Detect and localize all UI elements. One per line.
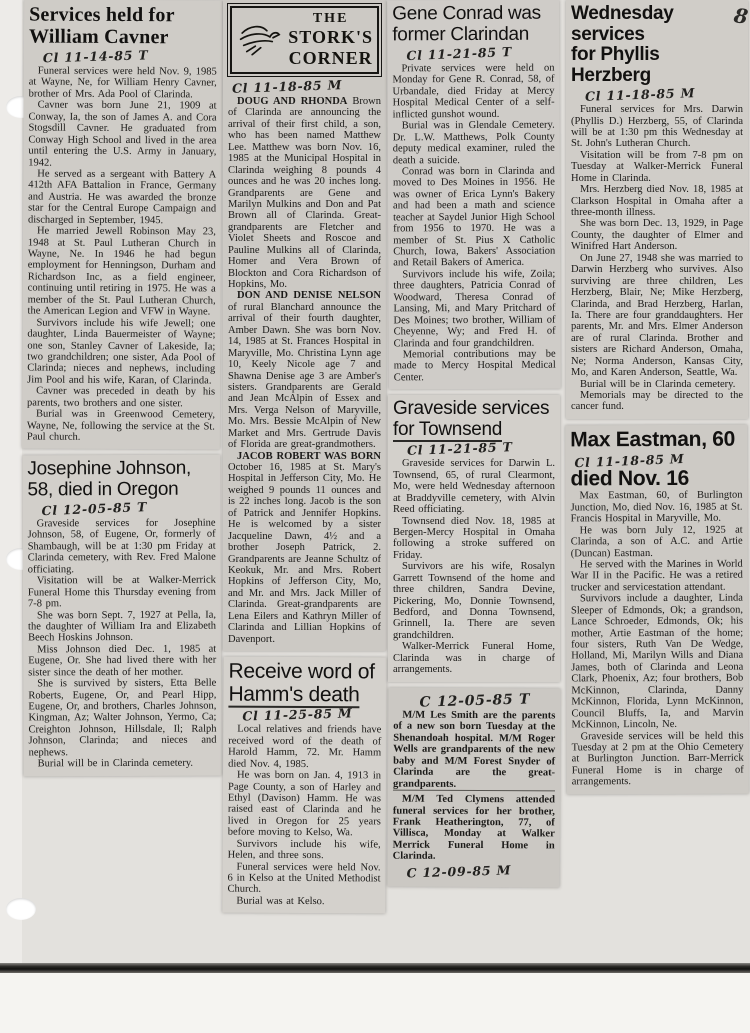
article-headline [228, 661, 381, 707]
paragraph: Visitation will be at Walker-Merrick Funeral Home this Thursday evening from 7-8 pm. [27, 575, 216, 610]
paragraph: Funeral services were held Nov. 6 in Kelso at the United Methodist Church. [227, 861, 381, 896]
scanner-background [0, 973, 750, 1033]
page-left-margin [0, 0, 22, 963]
paragraph: Graveside services for Josephine Johnson, 58, of Eugene, Or, formerly of Shambaugh, will be at 1:30 pm Friday at Clarinda cemetery, with Rev. Fred Malone officiating. [27, 518, 216, 576]
paragraph: Conrad was born in Clarinda and moved to Des Moines in 1956. He was owner of Erica Lynn's Bakery and had been a math and science teacher at Saydel Junior High School from 1956 to 1970. He was a member of St. Pius X Catholic Church, Iowa, Bakers' Association and Retail Bakers of America. [392, 165, 556, 269]
paragraph: Cavner was preceded in death by his parents, two brothers and one sister. [27, 385, 216, 410]
article-cavner-obituary [22, 0, 222, 450]
handwritten-date: Cl 11-21-85 T [406, 44, 513, 64]
paragraph: M/M Ted Clymens attended funeral services for her brother, Frank Heatherington, 77, of Villisca, Monday at Walker Merrick Funeral Home in Clarinda. [393, 789, 555, 862]
paragraph: Burial will be in Clarinda cemetery. [37, 758, 194, 771]
parents-names: JACOB ROBERT WAS BORN [237, 450, 381, 462]
paragraph: Max Eastman, 60, of Burlington Junction, Mo, died Nov. 16, 1985 at St. Francis Hospital in Maryville, Mo. [570, 489, 743, 525]
headline-line: Josephine Johnson, [27, 458, 192, 480]
article-headline [29, 4, 217, 49]
article-body [393, 709, 556, 863]
stork-icon [236, 17, 282, 63]
handwritten-page-number: 8 [732, 3, 750, 29]
paragraph: Visitation will be from 7-8 pm on Tuesday at Walker-Merrick Funeral Home in Clarinda. [571, 149, 743, 184]
announcement-text: Brown of Clarinda are announcing the arrival of their first child, a son, who has been named Matthew Lee. Matthew was born Nov. 16, 1985 at the Municipal Hospital in Clarinda weighing 8 pounds 4 ounces and he was 20 inches long. Grandparents are Gene and Marilyn Mulkins and Don and Pat Brown all of Clarinda. Great-grandparents are Fletcher and Violet Sheets and Roscoe and Pauline Mulkins all of Clarinda, Homer and Vera Brown of Blockton and Cora Richardson of Hopkins, Mo. [228, 96, 382, 290]
parents-names: DON AND DENISE NELSON [237, 290, 381, 302]
paragraph: He was born July 12, 1925 at Clarinda, a son of A.C. and Artie (Duncan) Eastman. [570, 524, 743, 559]
article-body [571, 104, 743, 413]
handwritten-date: Cl 11-21-85 T [406, 439, 513, 459]
title-line: THE [312, 11, 349, 26]
paragraph: Memorials may be directed to the cancer fund. [571, 390, 743, 413]
paragraph: Mrs. Herzberg died Nov. 18, 1985 at Clarkson Hospital in Omaha after a three-month illness. [571, 184, 743, 218]
birth-announcement [228, 96, 381, 290]
handwritten-date: Cl 11-18-85 M [574, 450, 685, 470]
article-body [28, 518, 217, 770]
article-body [392, 63, 555, 384]
article-headline [571, 4, 743, 86]
paragraph: She is survived by sisters, Etta Belle Roberts, Eugene, Or, and Pearl Hipp, Eugene, Or, and brothers, Charles Johnson, Kingman, Az; Walter Johnson, Yermo, Ca; Creighton Johnson, Hillsdale, Il; Ralph Johnson, Clarinda; and nieces and nephews. [28, 678, 217, 759]
handwritten-date: C 12-05-85 T [418, 690, 531, 711]
headline-line: Max Eastman, 60 [570, 427, 736, 452]
paragraph: Survivors include his wife Jewell; one daughter, Linda Bauermeister of Wayne; one son, Stanley Cavner of Lakeside, Ia; two grandchildren; one sister, Ada Pool of Clarinda; nieces and nephews, including Jim Pool and his wife, Karan, of Clarinda. [27, 317, 216, 387]
paragraph: Funeral services for Mrs. Darwin (Phyllis D.) Herzberg, 55, of Clarinda will be at 1:30 pm this Wednesday at St. John's Lutheran Church. [571, 104, 743, 150]
paragraph: She was born Dec. 13, 1929, in Page County, the daughter of Elmer and Winifred Hart Anderson. [571, 218, 743, 253]
article-headline [570, 467, 742, 490]
paragraph: Townsend died Nov. 18, 1985 at Bergen-Mercy Hospital in Omaha following a stroke suffered on Friday. [393, 515, 555, 561]
article-headline [392, 4, 554, 46]
handwritten-date: Cl 11-18-85 M [231, 77, 343, 96]
article-headline [570, 429, 742, 452]
paragraph: Burial was in Greenwood Cemetery, Wayne, Ne, following the service at the St. Paul church. [26, 408, 216, 443]
handwritten-date: Cl 12-05-85 T [41, 499, 148, 519]
article-conrad-obituary [387, 0, 561, 390]
headline-line: Wednesday services [571, 3, 674, 45]
headline-line: Hamm's death [228, 682, 360, 706]
paragraph: On June 27, 1948 she was married to Darwin Herzberg who survives. Also surviving are three children, Les Herzberg, Blair, Ne; Mike Herzberg, Clarinda, and Brad Herzberg, Harlan, Ia. There are four granddaughters. Her parents, Mr. and Mrs. Elmer Anderson are of rural Clarinda. Brother and sisters are Richard Anderson, Omaha, Ne; Norma Anderson, Kansas City, Mo, and Karen Anderson, Seattle, Wa. [571, 252, 743, 379]
article-johnson-obituary [22, 455, 221, 777]
paragraph: He served as a sergeant with Battery A 412th AFA Battalion in France, Germany and Austria. He was awarded the bronze star for the Central Europe Campaign and discharged in September, 1945. [27, 168, 217, 226]
article-headline [27, 459, 215, 501]
paragraph: Burial will be in Clarinda cemetery. [580, 378, 736, 390]
headline-line: Gene Conrad was [392, 2, 541, 25]
paragraph: Cavner was born June 21, 1909 at Conway, Ia, the son of James A. and Cora Stogsdill Cavner. He graduated from Conway High School and lived in the area until entering the U.S. Army in January, 1942. [28, 99, 217, 169]
handwritten-date: Cl 11-25-85 M [242, 705, 353, 724]
paragraph: Survivors include his wife, Helen, and three sons. [227, 838, 381, 862]
headline-line: Services held for [29, 3, 175, 27]
paragraph: Miss Johnson died Dec. 1, 1985 at Eugene, Or. She had lived there with her sister since the death of her mother. [28, 643, 217, 679]
paragraph: M/M Les Smith are the parents of a new son born Tuesday at the Shenandoah hospital. M/M Roger Wells are grandparents of the new baby and M/M Forest Snyder of Clarinda are the great-grandparents. [392, 709, 556, 790]
parents-names: DOUG AND RHONDA [237, 96, 348, 107]
handwritten-date: Cl 11-14-85 T [42, 47, 149, 66]
storks-corner-title [288, 11, 373, 69]
column-3 [388, 0, 560, 963]
article-body [228, 96, 381, 645]
paragraph: He served with the Marines in World War II in the Pacific. He was a retired trucker and servicestation attendant. [570, 558, 743, 594]
article-smith-clymens-notes [387, 687, 560, 887]
headline-line: for Phyllis Herzberg [571, 44, 660, 86]
article-body [393, 458, 555, 675]
column-1 [23, 0, 221, 963]
storks-corner-masthead [230, 6, 379, 74]
paragraph: Burial was at Kelso. [236, 895, 325, 908]
title-line: STORK'S [288, 27, 373, 47]
paragraph: Walker-Merrick Funeral Home, Clarinda was in charge of arrangements. [393, 641, 555, 676]
birth-announcement [228, 451, 381, 645]
paragraph: Graveside services for Darwin L. Townsend, 65, of rural Clearmont, Mo, were held Wednesday afternoon at Braddyville cemetery, with Alvin Reed officiating. [393, 458, 555, 516]
article-eastman-obituary [565, 424, 749, 794]
page-bottom-edge [0, 963, 750, 973]
paragraph: Survivors are his wife, Rosalyn Garrett Townsend of the home and three children, Sandra Devine, Pickering, Mo, Donnie Townsend, Bedford, and Donna Townsend, Grinnell, Ia. There are seven grandchildren. [393, 561, 555, 641]
column-4 [566, 0, 748, 963]
birth-announcement [228, 290, 381, 450]
paragraph: Graveside services will be held this Tuesday at 2 pm at the Ohio Cemetery at Burlington Junction. Barr-Merrick Funeral Home is in charge of arrangements. [571, 730, 744, 788]
handwritten-date: Cl 11-18-85 M [584, 85, 696, 104]
headline-line: Receive word of [228, 659, 375, 684]
paragraph: He married Jewell Robinson May 23, 1948 at St. Paul Lutheran Church in Wayne, Ne. In 1946 he had begun employment for Henningson, Durham and Richardson Inc, as a field engineer, continuing until retiring in 1975. He was a member of the St. Paul Lutheran Church, the American Legion and VFW in Wayne. [27, 225, 216, 318]
title-line: CORNER [288, 48, 373, 68]
paragraph: She was born Sept. 7, 1927 at Pella, Ia, the daughter of William Ira and Elizabeth Beech Hoskins Johnson. [28, 609, 217, 645]
paragraph: He was born on Jan. 4, 1913 in Page County, a son of Harley and Ethyl (Davison) Hamm. He was raised east of Clarinda and he lived in Oregon for 25 years before moving to Kelso, Wa. [227, 769, 382, 839]
headline-line: for Townsend [393, 418, 503, 440]
headline-line: former Clarindan [392, 23, 530, 45]
article-townsend-obituary [388, 395, 560, 681]
article-storks-corner [223, 0, 386, 651]
paragraph: Memorial contributions may be made to Mercy Hospital Medical Center. [393, 348, 556, 384]
article-headline [393, 399, 555, 440]
paragraph: Survivors include a daughter, Linda Sleeper of Edmonds, Ok; a grandson, Lance Schroeder, Edmonds, Ok; his mother, Artie Eastman of the home; four sisters, Ruth Van De Wedge, Holland, Mi, Marilyn Wills and Diana James, both of Clarinda and Leona Clark, Phoenix, Az; four brothers, Bob McKinnon, Clarinda, Danny McKinnon, Florida, Lynn McKinnon, Council Bluffs, Ia, and Marvin McKinnon, Lincoln, Ne. [570, 592, 744, 731]
paragraph: Funeral services were held Nov. 9, 1985 at Wayne, Ne, for William Henry Cavner, brother of Mrs. Ada Pool of Clarinda. [28, 65, 217, 101]
article-body [570, 490, 743, 788]
handwritten-date: C 12-09-85 M [406, 861, 512, 880]
paragraph: Burial was in Glendale Cemetery. Dr. L.W. Matthews, Polk County deputy medical examiner, ruled the death a suicide. [392, 119, 555, 166]
headline-line: 58, died in Oregon [27, 478, 179, 501]
paragraph: Private services were held on Monday for Gene R. Conrad, 58, of Urbandale, died Friday at Mercy Hospital Medical Center of a self-inflicted gunshot wound. [392, 62, 555, 121]
article-body [27, 66, 217, 444]
article-herzberg-obituary [566, 0, 748, 419]
headline-line: Graveside services [393, 398, 550, 420]
headline-line: William Cavner [28, 25, 169, 49]
paragraph: Local relatives and friends have received word of the death of Harold Hamm, 72. Mr. Hamm died Nov. 4, 1985. [228, 723, 382, 770]
article-hamm-obituary [222, 657, 386, 914]
announcement-text: October 16, 1985 at St. Mary's Hospital in Jefferson City, Mo. He weighed 9 pounds 11 ounces and is 22 inches long. Jacob is the son of Patrick and Jennifer Hopkins. He is welcomed by a sister Jacqueline Dawn, 4½ and a brother Joseph Patrick, 2. Grandparents are Jeanne Schultz of Keokuk, Mr. and Mrs. Robert Hopkins of Jefferson City, Mo, and Mr. and Mrs. Jack Miller of Clarinda. Great-grandparents are Lena Eilers and Kathryn Miller of Clarinda and Lillian Hopkins of Davenport. [228, 462, 381, 645]
headline-line: died Nov. 16 [570, 466, 690, 490]
article-body [227, 724, 381, 908]
announcement-text: of rural Blanchard announce the arrival of their fourth daughter, Amber Dawn. She was born Nov. 14, 1985 at St. Frances Hospital in Maryville, Mo. Christina Lynn age 10, Keely Nicole age 7 and Shawna Denise age 3 are Amber's sisters. Grandparents are Gerald and Jean McAlpin of Essex and Mrs. Verga Nelson of Maryville, Mo. Mrs. Bessie McAlpin of New Market and Mrs. Gertrude Davis of Florida are great-grandmothers. [228, 301, 381, 451]
paragraph: Survivors include his wife, Zoila; three daughters, Patricia Conrad of Woodward, Theresa Conrad of Lansing, Mi, and Mary Pritchard of Des Moines; two brother, William of Cheyenne, Wy; and Fred H. of Clarinda and four grandchildren. [393, 268, 556, 349]
column-2 [223, 0, 386, 963]
